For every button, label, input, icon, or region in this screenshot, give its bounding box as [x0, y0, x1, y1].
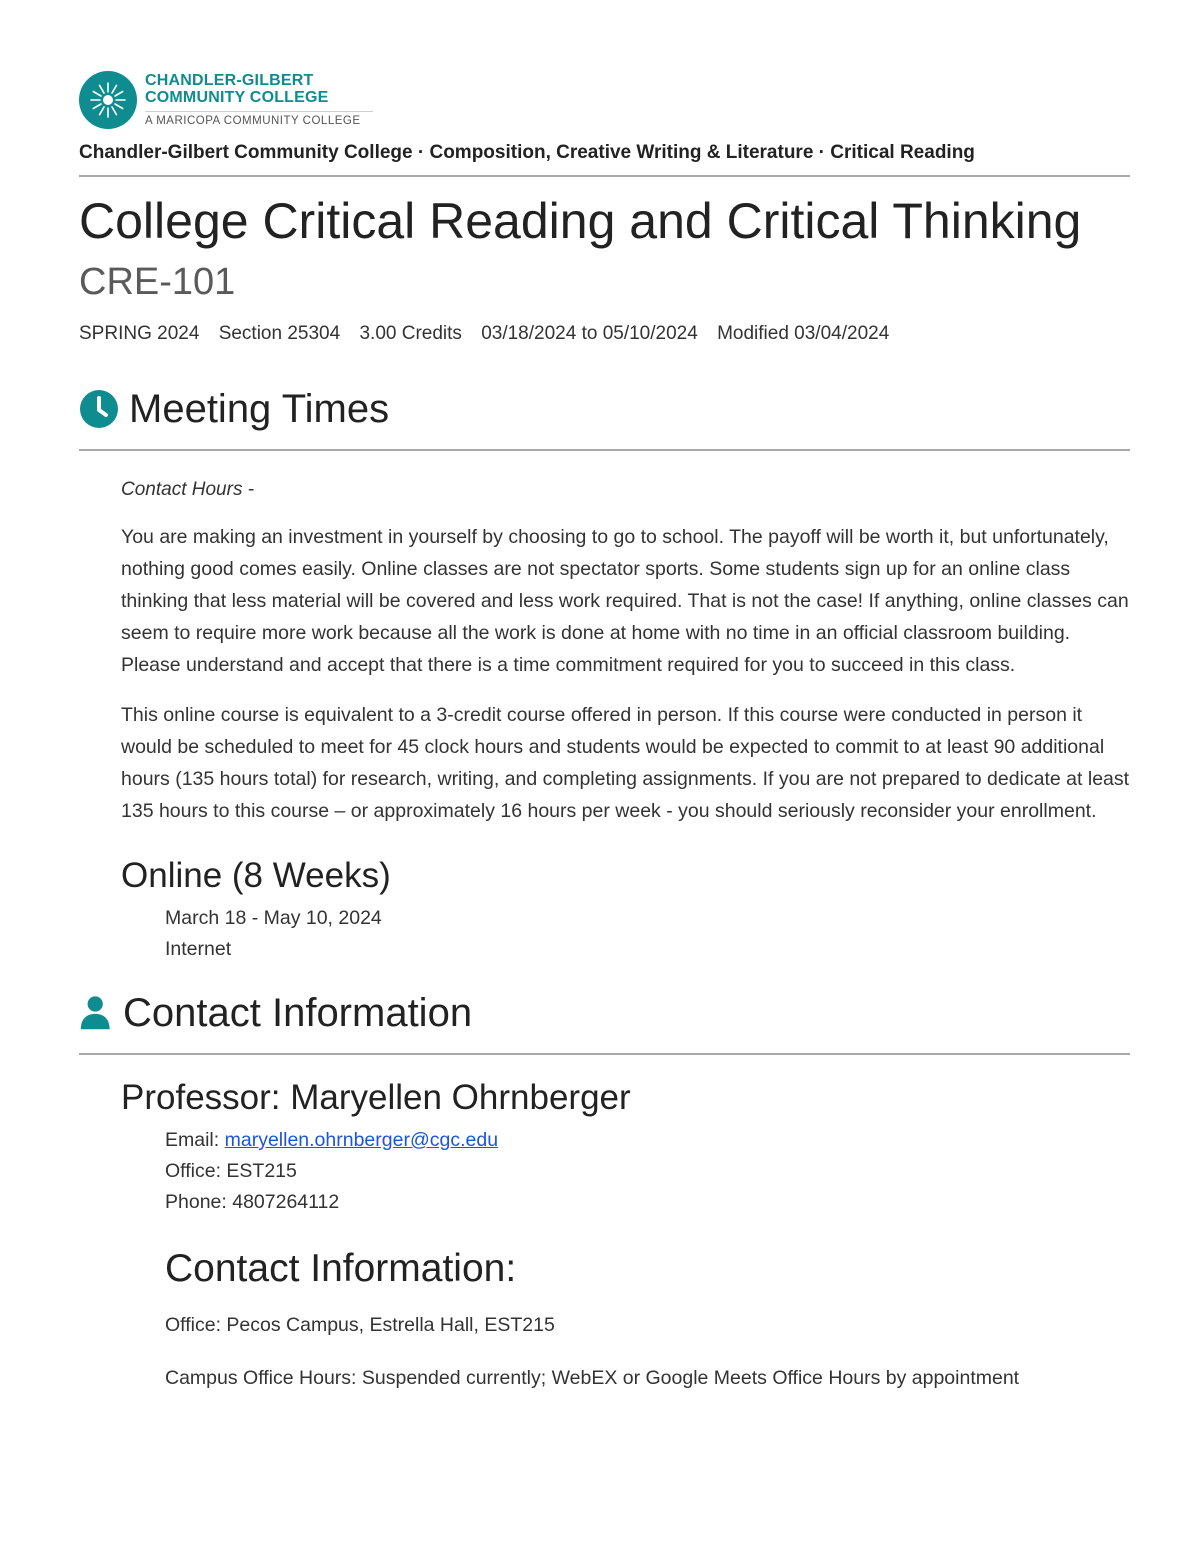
online-location: Internet	[165, 938, 232, 960]
meeting-times-content	[121, 479, 1130, 965]
office-line: Office: EST215	[165, 1160, 297, 1182]
contact-details	[121, 1246, 1130, 1394]
logo-line-community: COMMUNITY COLLEGE	[145, 89, 329, 106]
meeting-times-heading: Meeting Times	[129, 386, 390, 431]
course-meta	[79, 323, 1130, 345]
divider	[79, 1053, 1130, 1055]
logo-line-college: CHANDLER-GILBERT	[145, 72, 314, 89]
email-line	[165, 1125, 1130, 1156]
investment-paragraph: You are making an investment in yourself by choosing to go to school. The payoff will be worth it, but unfortunately, nothing good comes easily. Online classes are not spectator sports. Some students sign up for an online class thinking that less material will be covered and less work required. That is not the case! If anything, online classes can seem to require more work because all the work is done at home with no time in an official classroom building. Please understand and accept that there is a time commitment required for you to succeed in this class.	[121, 526, 1129, 676]
campus-office: Office: Pecos Campus, Estrella Hall, EST215	[165, 1314, 555, 1336]
clock-icon	[79, 389, 119, 429]
logo-line-maricopa: A MARICOPA COMMUNITY COLLEGE	[145, 111, 373, 127]
course-credits: 3.00 Credits	[359, 323, 462, 344]
syllabus-page	[79, 68, 1130, 1394]
course-section: Section 25304	[218, 323, 341, 344]
course-term: SPRING 2024	[79, 323, 200, 344]
meeting-times-header	[79, 383, 1130, 435]
divider	[79, 449, 1130, 451]
contact-info-header	[79, 987, 1130, 1039]
college-logo-icon	[79, 71, 137, 129]
contact-info-subheading: Contact Information:	[165, 1247, 517, 1290]
user-icon	[79, 993, 115, 1033]
divider	[79, 175, 1130, 177]
phone-line: Phone: 4807264112	[165, 1191, 340, 1213]
course-title: College Critical Reading and Critical Thinking	[79, 193, 1082, 249]
breadcrumb: Chandler-Gilbert Community College · Composition, Creative Writing & Literature · Critical Reading	[79, 142, 975, 163]
contact-content	[121, 1077, 1130, 1218]
email-link[interactable]: maryellen.ohrnberger@cgc.edu	[224, 1129, 499, 1151]
contact-hours-label: Contact Hours -	[121, 479, 255, 500]
college-logo	[79, 68, 1130, 134]
online-heading: Online (8 Weeks)	[121, 856, 391, 895]
course-code: CRE-101	[79, 261, 236, 303]
course-dates: 03/18/2024 to 05/10/2024	[481, 323, 698, 344]
course-modified: Modified 03/04/2024	[717, 323, 890, 344]
campus-office-hours: Campus Office Hours: Suspended currently; WebEX or Google Meets Office Hours by appointment	[165, 1367, 1020, 1389]
online-dates: March 18 - May 10, 2024	[165, 907, 382, 929]
credit-hours-paragraph: This online course is equivalent to a 3-credit course offered in person. If this course were conducted in person it would be scheduled to meet for 45 clock hours and students would be expected to commit to at least 90 additional hours (135 hours total) for research, writing, and completing assignments. If you are not prepared to dedicate at least 135 hours to this course – or approximately 16 hours per week - you should seriously reconsider your enrollment.	[121, 704, 1130, 822]
email-label: Email:	[165, 1129, 225, 1151]
contact-info-heading: Contact Information	[123, 990, 473, 1035]
professor-heading: Professor: Maryellen Ohrnberger	[121, 1078, 631, 1117]
